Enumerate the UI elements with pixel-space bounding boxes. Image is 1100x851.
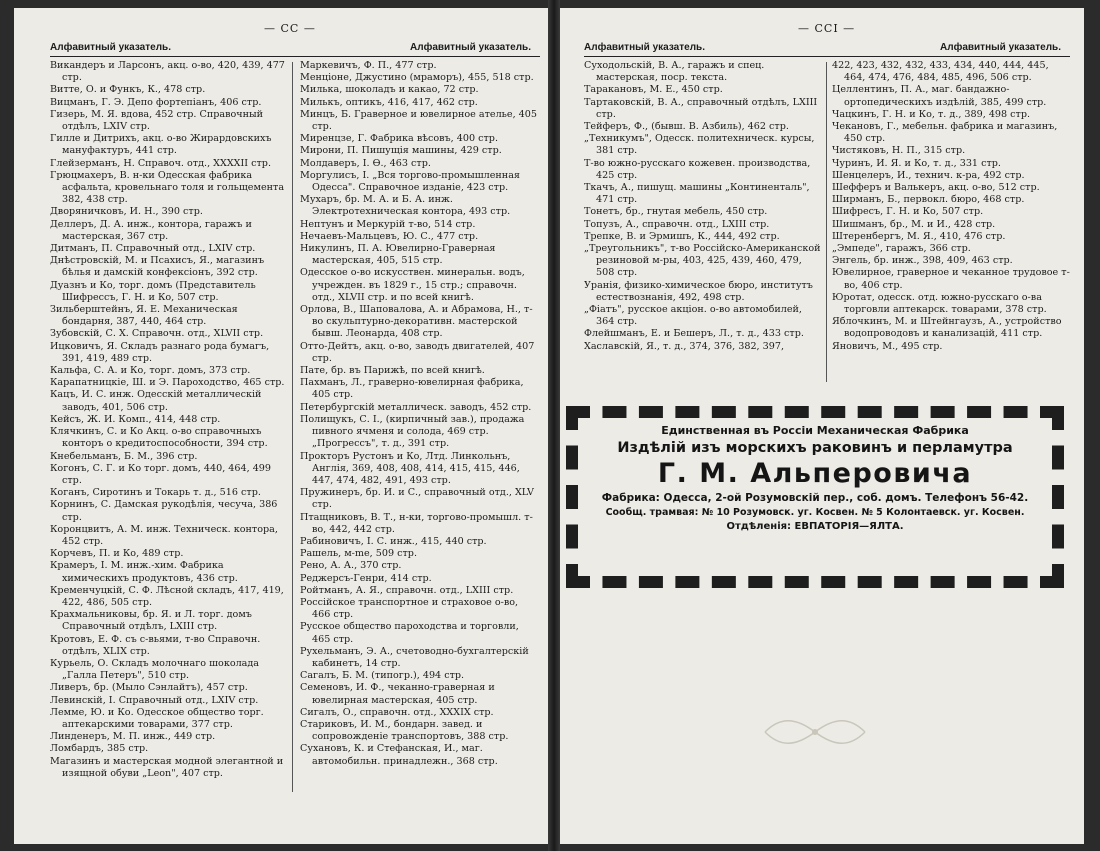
right-page xyxy=(560,8,1084,844)
index-entry: Пахманъ, Л., гравернo-ювелирная фабрика, 405 стр. xyxy=(300,377,524,401)
index-entry: Чуринъ, И. Я. и Ко, т. д., 331 стр. xyxy=(832,157,1001,169)
index-entry: Глейзерманъ, Н. Справоч. отд., XXXXII стр. xyxy=(50,157,271,169)
index-entry: Милькъ, оптикъ, 416, 417, 462 стр. xyxy=(300,96,478,108)
index-entry: Тонетъ, бр., гнутая мебель, 450 стр. xyxy=(584,206,768,218)
index-entry: 422, 423, 432, 432, 433, 434, 440, 444, 445, 464, 474, 476, 484, 485, 496, 506 стр. xyxy=(832,60,1049,84)
index-entry: „Фiатъ", русское акцiон. о-во автомобилей, 364 стр. xyxy=(584,304,802,328)
ad-line-2: Издѣлiй изъ морскихъ раковинъ и перламутра xyxy=(617,440,1013,456)
index-entry: Полищукъ, С. I., (кирпичный зав.), продажа пивного ячменя и солода, 469 стр. „Прогрессъ", т. д., 391 стр. xyxy=(300,413,525,450)
index-entry: Вицманъ, Г. Э. Депо фортепiанъ, 406 стр. xyxy=(50,96,262,108)
index-entry: Корнинъ, С. Дамская рукодѣлiя, чесуча, 386 стр. xyxy=(50,499,278,523)
index-entry: „Техникумъ", Одесск. политехническ. курсы, 381 стр. xyxy=(584,133,815,157)
index-entry: Шишманъ, бр., М. и И., 428 стр. xyxy=(832,218,996,230)
running-header-left: Алфавитный указатель. xyxy=(584,42,705,53)
index-entry: Шифресъ, Г. Н. и Ко, 507 стр. xyxy=(832,206,984,218)
index-entry: Одесское о-во искусствен. минеральн. водъ, учрежден. въ 1829 г., 15 стр.; справочн. отд., XLVII стр. и по всей книгѣ. xyxy=(300,267,525,303)
index-entry: Штеренбергъ, М. Я., 410, 476 стр. xyxy=(832,230,1006,242)
index-entry: Корчевъ, П. и Ко, 489 стр. xyxy=(50,548,184,560)
index-entry: Ройтманъ, А. Я., справочн. отд., LXIII стр. xyxy=(300,584,514,596)
ad-line-4: Фабрика: Одесса, 2-ой Розумовскiй пер., соб. домъ. Телефонъ 56-42. xyxy=(601,492,1029,504)
index-entry: Рухельманъ, Э. А., счетоводно-бухгалтерскiй кабинетъ, 14 стр. xyxy=(300,645,529,669)
index-entry: Днѣстровскiй, М. и Псахисъ, Я., магазинъ бѣлья и дамскiй конфексiонъ, 392 стр. xyxy=(50,255,265,279)
running-header-right: Алфавитный указатель. xyxy=(410,42,531,53)
index-entry: Ткачъ, А., пишущ. машины „Континенталь", 471 стр. xyxy=(584,182,810,206)
index-entry: Дуазнъ и Ко, торг. домъ (Представитель Шифрессъ, Г. Н. и Ко, 507 стр. xyxy=(50,279,256,303)
index-entry: Кнебельманъ, Б. М., 396 стр. xyxy=(50,450,198,462)
index-entry: Пружинеръ, бр. И. и С., справочный отд., XLV стр. xyxy=(300,487,534,511)
index-entry: Таракановъ, М. Е., 450 стр. xyxy=(584,84,723,96)
index-entry: Гизерь, М. Я. вдова, 452 стр. Справочный отдѣлъ, LXIV стр. xyxy=(50,108,264,133)
index-column-1 xyxy=(584,60,822,353)
index-column-2 xyxy=(832,60,1072,353)
index-entry: Деллеръ, Д. А. инж., контора, гаражъ и мастерская, 367 стр. xyxy=(50,218,252,242)
index-entry: Кацъ, И. С. инж. Одесскiй металлическiй заводъ, 401, 506 стр. xyxy=(50,389,262,413)
index-column-2 xyxy=(300,60,538,768)
index-entry: Флейшманъ, Е. и Бешеръ, Л., т. д., 433 стр. xyxy=(584,328,804,340)
index-entry: Гилле и Дитрихъ, акц. о-во Жирардовскихъ мануфактуръ, 441 стр. xyxy=(50,133,272,157)
header-rule xyxy=(584,56,1070,57)
index-entry: Мирони, П. Пишущiя машины, 429 стр. xyxy=(300,145,502,157)
index-entry: Яновичъ, М., 495 стр. xyxy=(832,340,943,352)
index-entry: Пате, бр. въ Парижѣ, по всей книгѣ. xyxy=(300,365,485,377)
index-entry: Нептунъ и Меркурiй т-во, 514 стр. xyxy=(300,218,476,230)
index-entry: Сухановъ, К. и Стефанская, И., маг. автомобильн. принадлежн., 368 стр. xyxy=(300,743,498,767)
column-divider xyxy=(826,62,827,382)
index-entry: Уранiя, физико-химическое бюро, институтъ естествознанiя, 492, 498 стр. xyxy=(584,279,813,303)
index-entry: Нечаевъ-Мальцевъ, Ю. С., 477 стр. xyxy=(300,230,479,242)
index-entry: Витте, О. и Функъ, К., 478 стр. xyxy=(50,84,206,96)
index-entry: Т-во южно-русскаго кожевен. производства, 425 стр. xyxy=(584,157,811,181)
index-entry: Стариковъ, И. М., бондарн. завед. и сопровожденiе транспортовъ, 388 стр. xyxy=(300,718,509,743)
index-entry: Реджерсъ-Генри, 414 стр. xyxy=(300,572,432,584)
ad-line-5: Сообщ. трамвая: № 10 Розумовск. уг. Косвен. № 5 Колонтаевск. уг. Косвен. xyxy=(605,507,1025,518)
index-entry: Коронцвитъ, А. М. инж. Техническ. контора, 452 стр. xyxy=(50,523,278,547)
index-entry: Целлентинъ, П. А., маг. бандажно-ортопедическихъ издѣлiй, 385, 499 стр. xyxy=(832,84,1047,108)
index-entry: Сагалъ, Б. М. (типогр.), 494 стр. xyxy=(300,670,465,682)
index-entry: Птащниковъ, В. Т., н-ки, торгово-промышл. т-во, 442, 442 стр. xyxy=(300,511,533,535)
advertisement-box xyxy=(566,406,1064,588)
ad-line-1: Единственная въ Россiи Механическая Фабрика xyxy=(661,424,969,437)
index-entry: Молдаверъ, I. Ѳ., 463 стр. xyxy=(300,157,431,169)
index-entry: Карапатницкiе, Ш. и Э. Пароходство, 465 стр. xyxy=(50,377,285,389)
index-entry: Кротовъ, Е. Ф. съ с-вьями, т-во Справочн. отдѣлъ, XLIX стр. xyxy=(50,633,261,657)
index-entry: Шенцелеръ, И., технич. к-ра, 492 стр. xyxy=(832,169,1025,181)
page-number: — CC — xyxy=(264,22,316,35)
index-entry: Сигалъ, О., справочн. отд., XXXIX стр. xyxy=(300,706,494,718)
page-number: — CCI — xyxy=(798,22,856,35)
index-entry: Петербургскiй металлическ. заводъ, 452 стр. xyxy=(300,401,532,413)
index-entry: Моргулисъ, I. „Вся торгово-промышленная Одесса". Справочное изданiе, 423 стр. xyxy=(300,169,520,194)
index-entry: Ливеръ, бр. (Мыло Сэнлайтъ), 457 стр. xyxy=(50,682,248,694)
index-entry: Минцъ, Б. Граверное и ювелирное ателье, 405 стр. xyxy=(300,108,537,133)
index-entry: Кальфа, С. А. и Ко, торг. домъ, 373 стр. xyxy=(50,365,251,377)
index-entry: Тартаковскiй, В. А., справочный отдѣлъ, LXIII стр. xyxy=(584,96,818,120)
ad-company-name: Г. М. Альперовича xyxy=(657,458,973,489)
index-entry: Коганъ, Сиротинъ и Токарь т. д., 516 стр. xyxy=(50,487,261,499)
index-entry: Клячкинъ, С. и Ко Акц. о-во справочныхъ конторъ о кредитоспособности, 394 стр. xyxy=(50,426,268,450)
index-entry: Хаславскiй, Я., т. д., 374, 376, 382, 397, xyxy=(584,340,785,352)
index-entry: Чацкинъ, Г. Н. и Ко, т. д., 389, 498 стр. xyxy=(832,108,1031,120)
index-entry: Кременчуцкiй, С. Ф. Лѣсной складъ, 417, 419, 422, 486, 505 стр. xyxy=(50,584,284,608)
index-entry: Ломбардъ, 385 стр. xyxy=(50,743,149,755)
index-entry: Рабиновичъ, I. С. инж., 415, 440 стр. xyxy=(300,535,487,547)
index-entry: Юротат, одесск. отд. южно-русскаго о-ва торговли аптекарск. товарами, 378 стр. xyxy=(832,291,1047,316)
index-entry: Русское общество пароходства и торговли, 465 стр. xyxy=(300,621,519,645)
ornament-icon xyxy=(760,712,870,752)
index-entry: Менцiоне, Джустино (мраморъ), 455, 518 стр. xyxy=(300,72,534,84)
index-entry: Кейсъ, Ж. И. Комп., 414, 448 стр. xyxy=(50,413,221,425)
index-entry: Ювелирное, граверное и чеканное трудовое т-во, 406 стр. xyxy=(832,267,1070,291)
index-entry: Чистяковъ, Н. П., 315 стр. xyxy=(832,145,966,157)
index-entry: Лемме, Ю. и Ко. Одесское общество торг. аптекарскими товарами, 377 стр. xyxy=(50,706,264,730)
index-entry: Курьель, О. Складъ молочнаго шоколада „Галла Петеръ", 510 стр. xyxy=(50,657,260,682)
index-entry: Ширманъ, Б., первокл. бюро, 468 стр. xyxy=(832,194,1025,206)
index-entry: Миренцзе, Г. Фабрика вѣсовъ, 400 стр. xyxy=(300,133,498,145)
index-entry: Магазинъ и мастерская модной элегантной и изящной обуви „Leon", 407 стр. xyxy=(50,755,284,779)
index-entry: Левинскiй, I. Справочный отд., LXIV стр. xyxy=(50,694,259,706)
index-column-1 xyxy=(50,60,288,780)
left-page xyxy=(14,8,548,844)
index-entry: Мухаръ, бр. М. А. и Б. А. инж. Электротехническая контора, 493 стр. xyxy=(300,194,511,218)
index-entry: Семеновъ, И. Ф., чеканно-граверная и ювелирная мастерская, 405 стр. xyxy=(300,682,495,706)
index-entry: Рашель, м-me, 509 стр. xyxy=(300,548,417,560)
book-gutter xyxy=(548,0,560,851)
index-entry: Яблочкинъ, М. и Штейнгаузъ, А., устройство водопроводовъ и канализацiй, 411 стр. xyxy=(832,316,1062,340)
index-entry: Зубовскiй, С. Х. Справочн. отд., XLVII стр. xyxy=(50,328,264,340)
index-entry: Викандеръ и Ларсонъ, акц. о-во, 420, 439, 477 стр. xyxy=(50,60,285,84)
index-entry: Милька, шоколадъ и какао, 72 стр. xyxy=(300,84,479,96)
index-entry: Шефферъ и Валькеръ, акц. о-во, 512 стр. xyxy=(832,182,1040,194)
index-entry: Маркевичъ, Ф. П., 477 стр. xyxy=(300,60,437,71)
index-entry: Когонъ, С. Г. и Ко торг. домъ, 440, 464, 499 стр. xyxy=(50,462,272,486)
running-header-left: Алфавитный указатель. xyxy=(50,42,171,53)
index-entry: Энгель, бр. инж., 398, 409, 463 стр. xyxy=(832,255,1013,267)
index-entry: Линденеръ, М. П. инж., 449 стр. xyxy=(50,731,216,743)
index-entry: Дитманъ, П. Справочный отд., LXIV стр. xyxy=(50,243,256,255)
index-entry: Орлова, В., Шаповалова, А. и Абрамова, Н., т-во скульптурно-декоративн. мастерской бывш. Леонарда, 408 стр. xyxy=(300,304,533,340)
index-entry: Чекановъ, Г., мебельн. фабрика и магазинъ, 450 стр. xyxy=(832,121,1058,145)
index-entry: Крахмальниковы, бр. Я. и Л. торг. домъ Справочный отдѣлъ, LXIII стр. xyxy=(50,609,252,633)
index-entry: Грюцмахеръ, В. н-ки Одесская фабрика асфальта, кровельнаго толя и гольщемента 382, 438 стр. xyxy=(50,169,285,206)
running-header-right: Алфавитный указатель. xyxy=(940,42,1061,53)
index-entry: Отто-Дейтъ, акц. о-во, заводъ двигателей, 407 стр. xyxy=(300,340,535,364)
index-entry: Тейферъ, Ф., (бывш. В. Азбиль), 462 стр. xyxy=(584,121,789,133)
index-entry: Никулинъ, П. А. Ювелирно-Граверная мастерская, 405, 515 стр. xyxy=(300,243,496,267)
index-entry: Зильберштейнъ, Я. Е. Механическая бондарня, 387, 440, 464 стр. xyxy=(50,304,238,328)
header-rule xyxy=(50,56,540,57)
index-entry: Суходольскiй, В. А., гаражъ и спец. мастерская, поср. текста. xyxy=(584,60,765,84)
index-entry: Ицковичъ, Я. Складъ разнаго рода бумагъ, 391, 419, 489 стр. xyxy=(50,340,270,364)
column-divider xyxy=(292,62,293,792)
index-entry: „Эмпеде", гаражъ, 366 стр. xyxy=(832,243,971,255)
index-entry: „Треугольникъ", т-во Россiйско-Американской резиновой м-ры, 403, 425, 439, 460, 479, 508 стр. xyxy=(584,243,821,279)
index-entry: Дворяничковъ, И. Н., 390 стр. xyxy=(50,206,203,218)
index-entry: Крамеръ, I. М. инж.-хим. Фабрика химическихъ продуктовъ, 436 стр. xyxy=(50,560,238,584)
index-entry: Топузъ, А., справочн. отд., LXIII стр. xyxy=(584,218,770,230)
ad-line-6: Отдѣленiя: ЕВПАТОРIЯ—ЯЛТА. xyxy=(726,521,904,532)
index-entry: Прокторъ Рустонъ и Ко, Лтд. Линкольнъ, Англiя, 369, 408, 408, 414, 415, 415, 446, 447, 474, 482, 491, 493 стр. xyxy=(300,450,520,486)
index-entry: Трепке, В. и Эрмишъ, К., 444, 492 стр. xyxy=(584,230,780,242)
index-entry: Рено, А. А., 370 стр. xyxy=(300,560,402,572)
index-entry: Россiйское транспортное и страховое о-во, 466 стр. xyxy=(300,596,519,621)
